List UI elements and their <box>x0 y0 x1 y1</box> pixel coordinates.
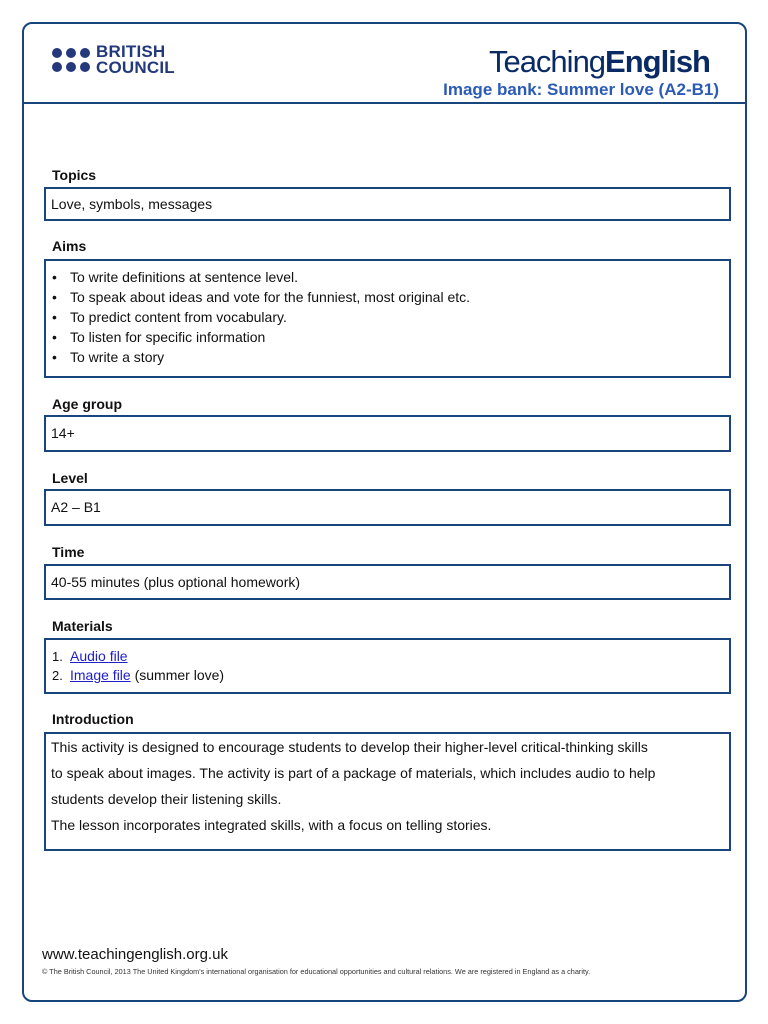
page-frame <box>22 22 747 1002</box>
introduction-line: to speak about images. The activity is part of a package of materials, which includes audio to help <box>51 765 656 781</box>
british-council-logo <box>52 44 175 76</box>
page-title: Image bank: Summer love (A2-B1) <box>443 80 719 99</box>
teaching-english-logo: TeachingEnglish <box>488 44 710 79</box>
footer-url[interactable]: www.teachingenglish.org.uk <box>42 946 228 963</box>
introduction-box <box>44 732 731 851</box>
age-group-box <box>44 415 731 452</box>
aims-box <box>44 259 731 378</box>
list-item: • To predict content from vocabulary. <box>52 309 287 325</box>
list-item: • To listen for specific information <box>52 329 266 345</box>
introduction-line: This activity is designed to encourage students to develop their higher-level critical-thinking skills <box>51 739 648 755</box>
level-box <box>44 489 731 526</box>
list-item: 2. Image file (summer love) <box>52 667 225 683</box>
time-box <box>44 564 731 600</box>
level-label: Level <box>52 470 88 486</box>
introduction-label: Introduction <box>52 711 134 727</box>
footer-copyright: © The British Council, 2013 The United Kingdom's international organisation for educational opportunities and cultural relations. We are registered in England as a charity. <box>42 967 591 976</box>
time-label: Time <box>52 544 85 560</box>
topics-label: Topics <box>52 167 97 183</box>
materials-box <box>44 638 731 694</box>
page-header <box>24 24 745 104</box>
list-item: • To write definitions at sentence level. <box>52 269 299 285</box>
introduction-line: students develop their listening skills. <box>51 791 282 807</box>
list-item: • To write a story <box>52 349 165 365</box>
level-value: A2 – B1 <box>51 499 101 515</box>
materials-label: Materials <box>52 618 113 634</box>
topics-value: Love, symbols, messages <box>51 196 213 212</box>
image-file-link[interactable]: Image file <box>70 667 131 683</box>
time-value: 40-55 minutes (plus optional homework) <box>51 574 301 590</box>
age-group-label: Age group <box>52 396 122 412</box>
aims-label: Aims <box>52 238 87 254</box>
age-group-value: 14+ <box>51 425 75 441</box>
british-council-dots-icon <box>52 48 90 72</box>
topics-box <box>44 187 731 221</box>
list-item: 1. Audio file <box>52 648 128 664</box>
introduction-line: The lesson incorporates integrated skills, with a focus on telling stories. <box>51 817 492 833</box>
audio-file-link[interactable]: Audio file <box>70 648 128 664</box>
logo-line-2: COUNCIL <box>96 58 175 77</box>
logo-line-1: BRITISH <box>96 42 166 61</box>
list-item: • To speak about ideas and vote for the funniest, most original etc. <box>52 289 471 305</box>
